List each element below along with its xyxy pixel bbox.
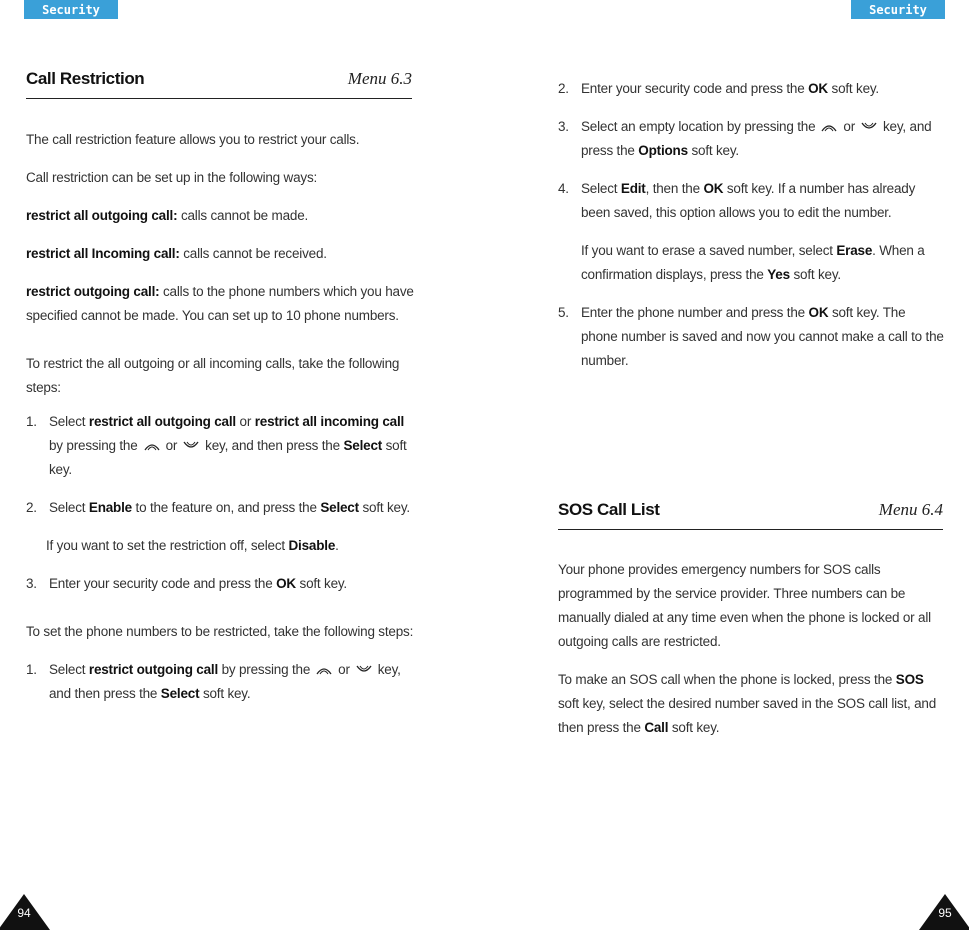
sos-instructions: To make an SOS call when the phone is locked, press the SOS soft key, select the desired number saved in the SOS call list, and then press the Call soft key. <box>558 672 937 735</box>
page-title: Call Restriction <box>26 69 145 88</box>
step-item: 3. Select an empty location by pressing the or key, and press the Options soft key. <box>558 119 932 158</box>
step-item: 5. Enter the phone number and press the OK soft key. The phone number is saved and now you cannot make a call to the number. <box>558 305 944 368</box>
left-page-body <box>26 128 414 706</box>
page-number-badge-right: 95 <box>919 894 969 930</box>
section-tab-right: Security <box>851 0 945 19</box>
step-note: If you want to set the restriction off, select Disable. <box>46 538 339 553</box>
nav-up-key-icon <box>314 664 334 676</box>
nav-up-key-icon <box>142 440 162 452</box>
sos-call-list-header <box>558 501 943 530</box>
nav-down-key-icon <box>181 440 201 452</box>
step-item: 2. Select Enable to the feature on, and press the Select soft key. <box>26 500 410 515</box>
step-item: 1. Select restrict all outgoing call or restrict all incoming call by pressing the or key, and then press the Select soft key. <box>26 414 407 477</box>
step-item: 4. Select Edit, then the OK soft key. If a number has already been saved, this option allows you to edit the number. <box>558 181 916 220</box>
step-item: 2. Enter your security code and press the OK soft key. <box>558 81 879 96</box>
procedure-intro: To set the phone numbers to be restricted, take the following steps: <box>26 624 414 639</box>
option-item: restrict all Incoming call: calls cannot be received. <box>26 246 327 261</box>
section-tab-left: Security <box>24 0 118 19</box>
step-item: 3. Enter your security code and press the OK soft key. <box>26 576 347 591</box>
call-restriction-header <box>26 70 412 99</box>
nav-down-key-icon <box>859 121 879 133</box>
step-note: If you want to erase a saved number, select Erase. When a confirmation displays, press the Yes soft key. <box>581 243 925 282</box>
option-item: restrict all outgoing call: calls cannot be made. <box>26 208 309 223</box>
sos-body <box>558 558 946 740</box>
setup-intro-text: Call restriction can be set up in the following ways: <box>26 170 318 185</box>
nav-down-key-icon <box>354 664 374 676</box>
nav-up-key-icon <box>819 121 839 133</box>
menu-reference: Menu 6.3 <box>347 69 412 88</box>
intro-text: The call restriction feature allows you to restrict your calls. <box>26 132 360 147</box>
section-title: SOS Call List <box>558 500 660 519</box>
procedure-intro: To restrict the all outgoing or all incoming calls, take the following steps: <box>26 356 400 395</box>
option-item: restrict outgoing call: calls to the phone numbers which you have specified cannot be made. You can set up to 10 phone numbers. <box>26 284 414 323</box>
menu-reference: Menu 6.4 <box>878 500 943 519</box>
step-item: 1. Select restrict outgoing call by pressing the or key, and then press the Select soft key. <box>26 662 401 701</box>
right-page-steps <box>558 77 944 373</box>
sos-intro-text: Your phone provides emergency numbers for SOS calls programmed by the service provider. Three numbers can be manually dialed at any time even when the phone is locked or all outgoing calls are restricted. <box>558 562 931 649</box>
page-number-badge-left: 94 <box>0 894 50 930</box>
